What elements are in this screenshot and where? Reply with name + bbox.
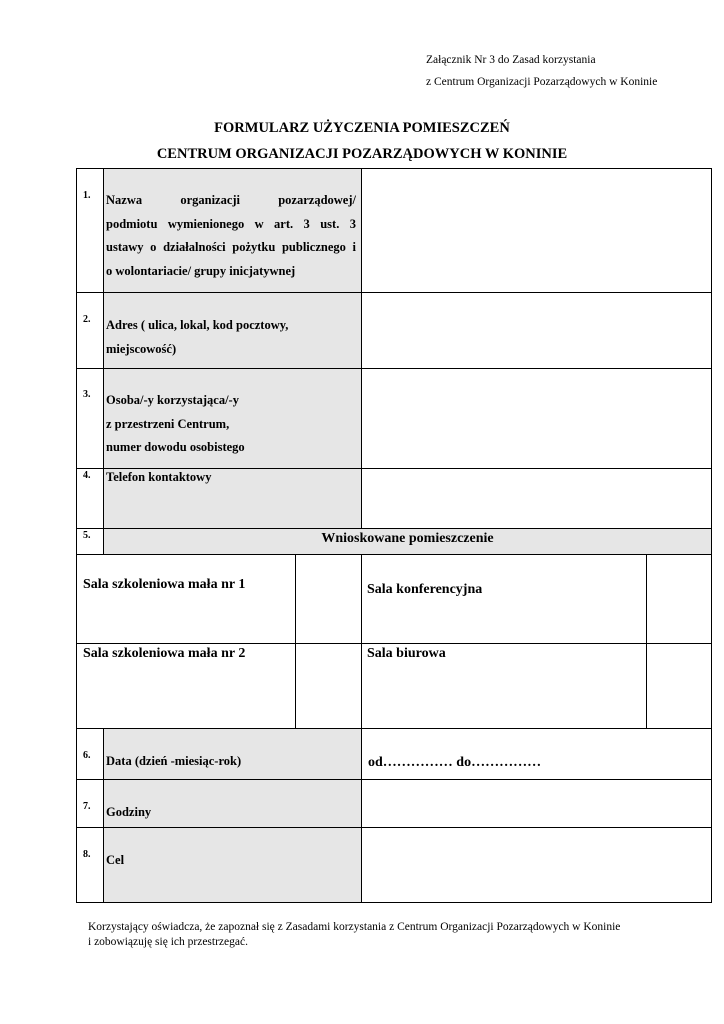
row-number: 5. [83,530,91,541]
row-number: 1. [83,190,91,201]
row8-label-cell [103,827,361,902]
address-field[interactable] [362,293,711,367]
contact-person-label: Osoba/-y korzystająca/-y z przestrzeni Centrum, numer dowodu osobistego [106,393,245,454]
room-conference-checkbox[interactable] [647,555,710,643]
application-form-table [76,168,712,902]
number-column-divider [103,168,104,554]
room-small-training-2-label: Sala szkoleniowa mała nr 2 [83,646,246,661]
row-number: 3. [83,389,91,400]
row-number: 4. [83,470,91,481]
row-divider [76,554,712,555]
row-number: 7. [83,801,91,812]
room-small-training-2-checkbox[interactable] [296,644,360,727]
row-divider [76,728,712,729]
requested-room-header: Wnioskowane pomieszczenie [321,531,494,546]
room-conference-label: Sala konferencyjna [367,582,483,597]
row-divider [76,643,712,644]
date-label: Data (dzień -miesiąc-rok) [106,754,242,768]
organization-name-label: Nazwa organizacji pozarządowej/ podmiotu wymienionego w art. 3 ust. 3 ustawy o działalności pożytku publicznego i o wolontariacie/ grupy inicjatywnej [106,193,356,278]
phone-label: Telefon kontaktowy [106,470,212,484]
organization-name-field[interactable] [362,169,711,291]
annex-line-1: Załącznik Nr 3 do Zasad korzystania [426,54,596,66]
form-title: FORMULARZ UŻYCZENIA POMIESZCZEŃ [214,120,510,136]
annex-line-2: z Centrum Organizacji Pozarządowych w Koninie [426,76,658,88]
room-office-label: Sala biurowa [367,646,446,661]
room-small-training-1-label: Sala szkoleniowa mała nr 1 [83,577,246,592]
purpose-field[interactable] [362,828,711,901]
room-small-training-1-checkbox[interactable] [296,555,360,643]
table-border-left [76,168,77,903]
row-number: 2. [83,314,91,325]
row-divider [76,528,712,529]
form-subtitle: CENTRUM ORGANIZACJI POZARZĄDOWYCH W KONINIE [156,146,568,162]
row-number: 8. [83,849,91,860]
hours-field[interactable] [362,780,711,826]
date-range-field[interactable]: od…………… do…………… [368,755,542,770]
purpose-label: Cel [106,853,125,867]
room-office-checkbox[interactable] [647,644,710,727]
contact-person-field[interactable] [362,369,711,467]
phone-field[interactable] [362,469,711,527]
hours-label: Godziny [106,805,152,819]
table-border-bottom [76,902,712,903]
number-column-divider [103,728,104,902]
row-number: 6. [83,750,91,761]
declaration-note: Korzystający oświadcza, że zapoznał się z Zasadami korzystania z Centrum Organizacji Pozarządowych w Koninie i zobowiązuję się ich przestrzegać. [88,921,621,948]
address-label: Adres ( ulica, lokal, kod pocztowy, miejscowość) [106,318,289,356]
